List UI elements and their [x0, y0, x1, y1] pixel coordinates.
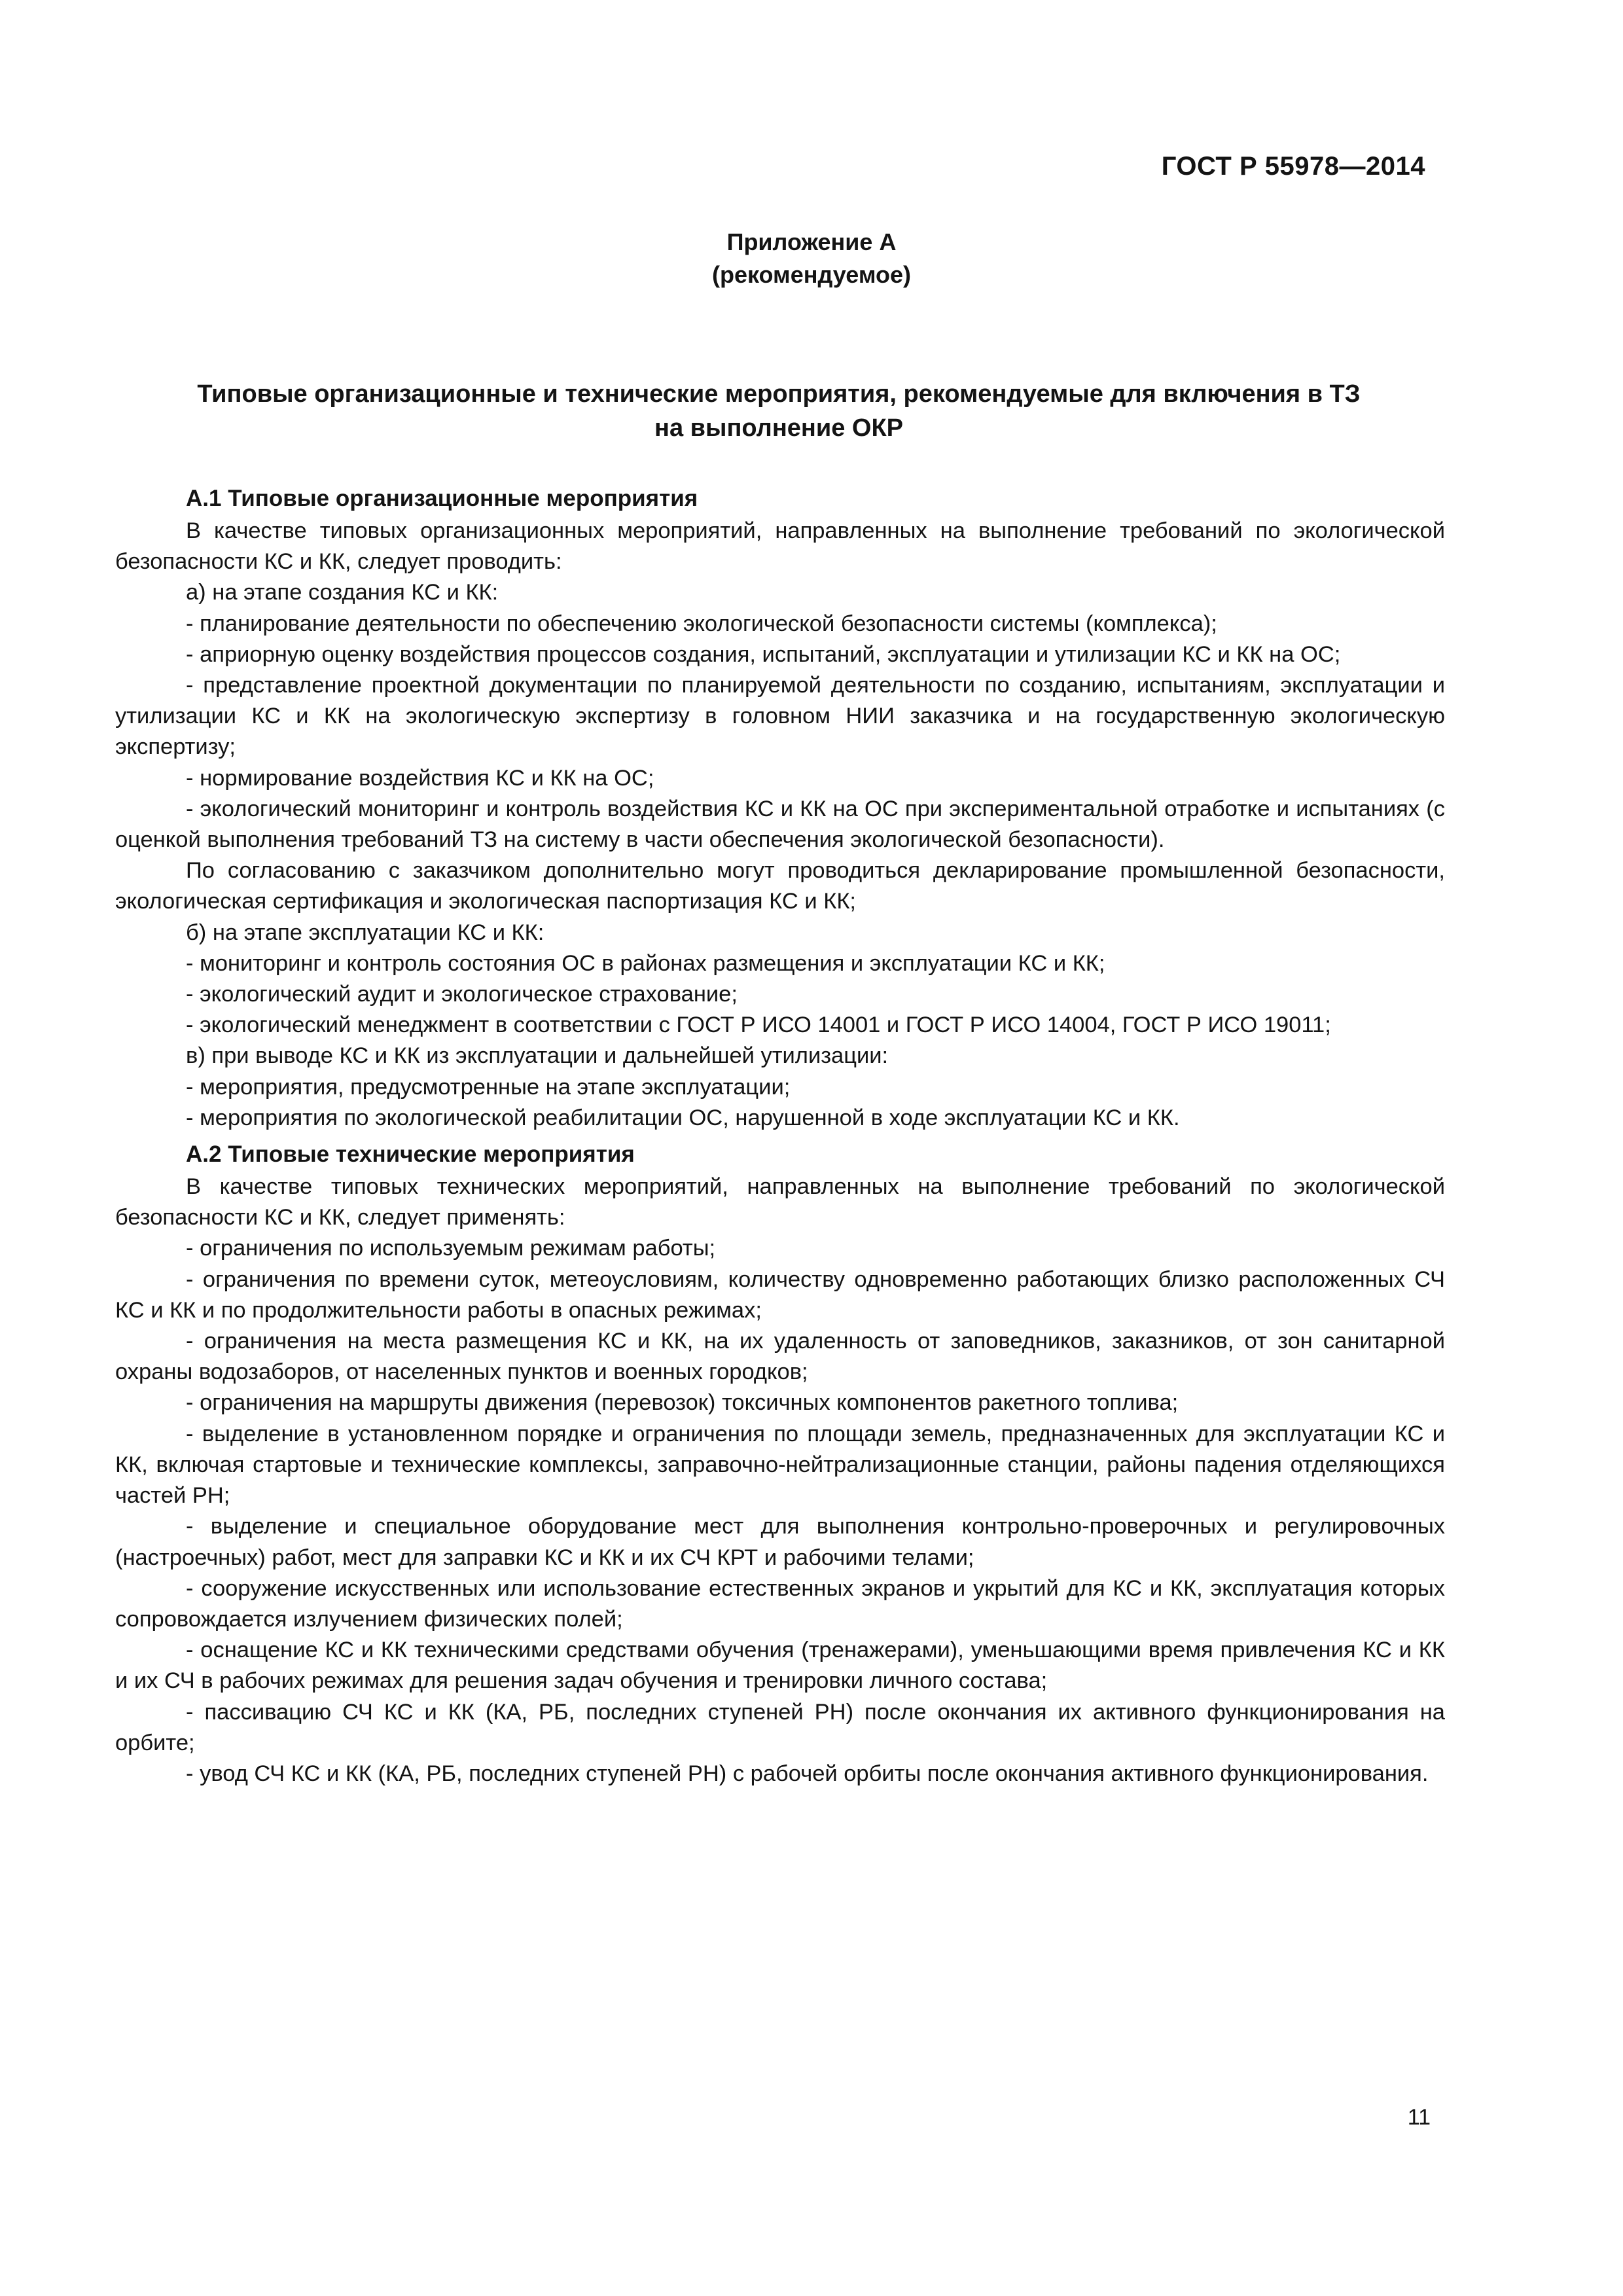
page-number: 11	[1407, 2105, 1431, 2130]
list-item: - ограничения на маршруты движения (перевозок) токсичных компонентов ракетного топлива;	[186, 1390, 1179, 1416]
paragraph: По согласованию с заказчиком дополнительно могут проводиться декларирование промышленной безопасности, экологическая сертификация и экологическая паспортизация КС и КК;	[115, 858, 1445, 914]
list-item: - ограничения на места размещения КС и КК, на их удаленность от заповедников, заказников, от зон санитарной охраны водозаборов, от населенных пунктов и военных городков;	[115, 1329, 1445, 1385]
section-1-heading: А.1 Типовые организационные мероприятия	[186, 486, 698, 511]
section-2-heading: А.2 Типовые технические мероприятия	[186, 1141, 635, 1168]
paragraph: В качестве типовых технических мероприятий, направленных на выполнение требований по экологической безопасности КС и КК, следует применять:	[115, 1174, 1445, 1230]
list-item: - нормирование воздействия КС и КК на ОС;	[186, 765, 654, 791]
list-item: в) при выводе КС и КК из эксплуатации и дальнейшей утилизации:	[186, 1043, 889, 1069]
list-item: б) на этапе эксплуатации КС и КК:	[186, 920, 544, 945]
list-item: - планирование деятельности по обеспечению экологической безопасности системы (комплекса);	[186, 611, 1217, 636]
list-item: - ограничения по используемым режимам работы;	[186, 1236, 716, 1261]
list-item: - мероприятия по экологической реабилитации ОС, нарушенной в ходе эксплуатации КС и КК.	[186, 1105, 1180, 1130]
list-item: а) на этапе создания КС и КК:	[186, 580, 499, 605]
document-title	[124, 377, 1433, 445]
document-body	[115, 482, 1445, 1789]
appendix-status: (рекомендуемое)	[712, 261, 911, 288]
list-item: - мониторинг и контроль состояния ОС в районах размещения и эксплуатации КС и КК;	[186, 950, 1105, 976]
list-item: - экологический аудит и экологическое страхование;	[186, 982, 738, 1007]
appendix-heading	[0, 226, 1623, 291]
document-code: ГОСТ Р 55978—2014	[1161, 152, 1425, 181]
list-item: - экологический мониторинг и контроль воздействия КС и КК на ОС при экспериментальной отработке и испытаниях (с оценкой выполнения требований ТЗ на систему в части обеспечения экологической безопасности).	[115, 796, 1445, 853]
list-item: - увод СЧ КС и КК (КА, РБ, последних ступеней РН) с рабочей орбиты после окончания активного функционирования.	[186, 1761, 1429, 1786]
list-item: - мероприятия, предусмотренные на этапе эксплуатации;	[186, 1074, 791, 1100]
list-item: - оснащение КС и КК техническими средствами обучения (тренажерами), уменьшающими время привлечения КС и КК и их СЧ в рабочих режимах для решения задач обучения и тренировки личного состава;	[115, 1638, 1445, 1694]
list-item: - пассивацию СЧ КС и КК (КА, РБ, последних ступеней РН) после окончания их активного функционирования на орбите;	[115, 1699, 1445, 1755]
list-item: - ограничения по времени суток, метеоусловиям, количеству одновременно работающих близко расположенных СЧ КС и КК и по продолжительности работы в опасных режимах;	[115, 1266, 1445, 1323]
list-item: - сооружение искусственных или использование естественных экранов и укрытий для КС и КК, эксплуатация которых сопровождается излучением физических полей;	[115, 1575, 1445, 1632]
appendix-title: Приложение А	[726, 228, 897, 255]
document-title-line-1: Типовые организационные и технические мероприятия, рекомендуемые для включения в ТЗ	[197, 380, 1361, 408]
list-item: - экологический менеджмент в соответствии с ГОСТ Р ИСО 14001 и ГОСТ Р ИСО 14004, ГОСТ Р ИСО 19011;	[186, 1013, 1331, 1038]
document-title-line-2: на выполнение ОКР	[654, 414, 903, 442]
paragraph: В качестве типовых организационных мероприятий, направленных на выполнение требований по экологической безопасности КС и КК, следует проводить:	[115, 518, 1445, 575]
list-item: - априорную оценку воздействия процессов создания, испытаний, эксплуатации и утилизации КС и КК на ОС;	[186, 641, 1341, 667]
list-item: - выделение в установленном порядке и ограничения по площади земель, предназначенных для эксплуатации КС и КК, включая стартовые и технические комплексы, заправочно-нейтрализационные станции, районы падения отделяющихся частей РН;	[115, 1421, 1445, 1509]
list-item: - представление проектной документации по планируемой деятельности по созданию, испытаниям, эксплуатации и утилизации КС и КК на экологическую экспертизу в головном НИИ заказчика и на государственную экологическую экспертизу;	[115, 673, 1445, 760]
list-item: - выделение и специальное оборудование мест для выполнения контрольно-проверочных и регулировочных (настроечных) работ, мест для заправки КС и КК и их СЧ КРТ и рабочими телами;	[115, 1514, 1445, 1570]
